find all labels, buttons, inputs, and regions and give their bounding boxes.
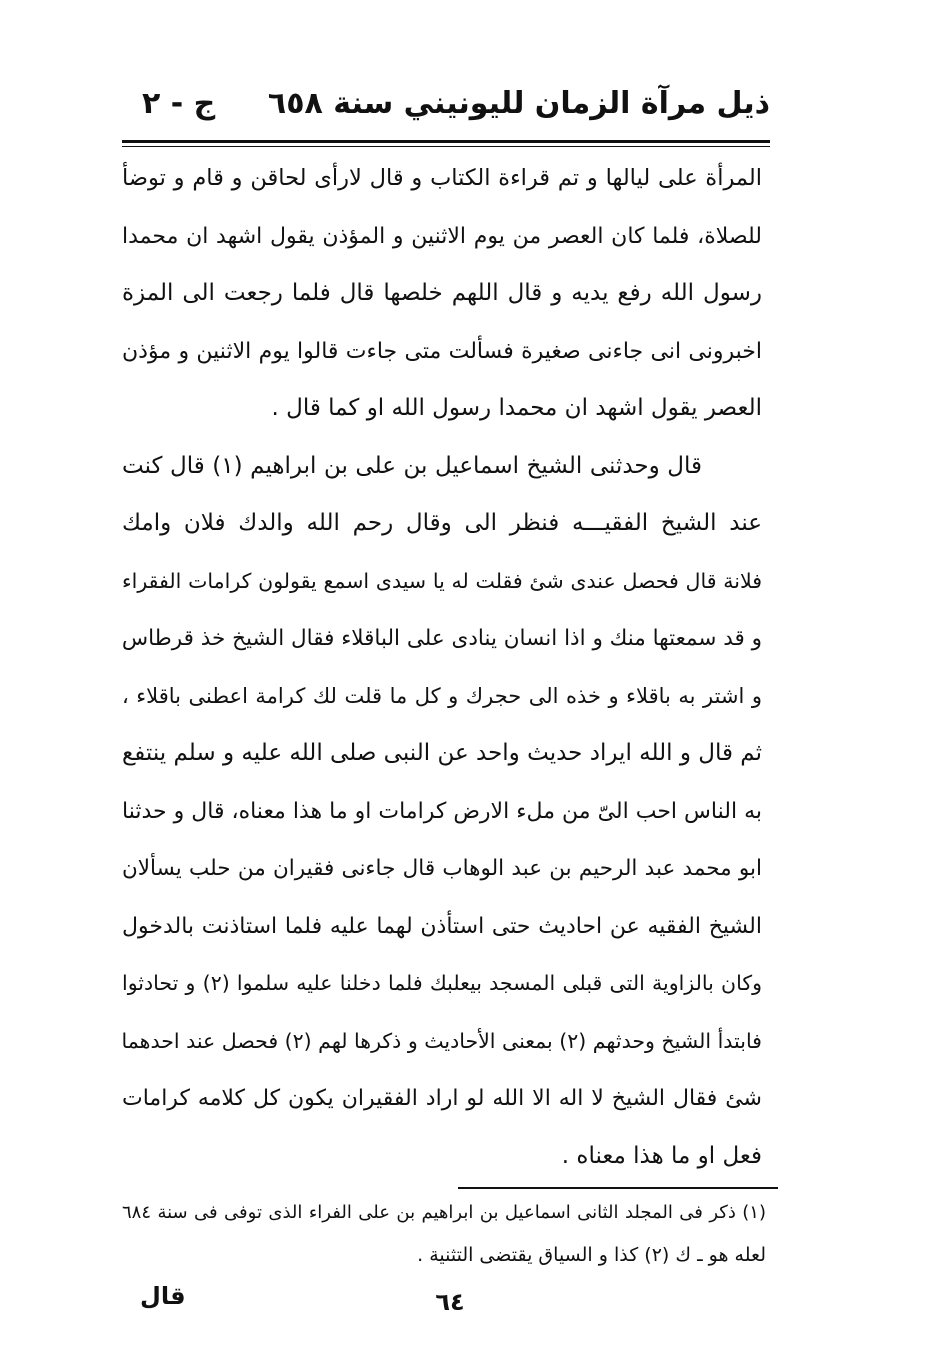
running-title: ذيل مرآة الزمان لليونيني سنة ٦٥٨ — [267, 86, 770, 121]
text-line: قال وحدثنى الشيخ اسماعيل بن على بن ابراهيم (١) قال كنت — [122, 452, 702, 479]
text-line: ابو محمد عبد الرحيم بن عبد الوهاب قال جاءنى فقيران من حلب يسألان — [122, 856, 762, 881]
text-line: عند الشيخ الفقيـــه فنظر الى وقال رحم الله والدك فلان وامك — [122, 510, 762, 536]
text-line: اخبرونى انى جاءنى صغيرة فسألت متى جاءت قالوا يوم الاثنين و مؤذن — [122, 338, 762, 364]
text-line: فابتدأ الشيخ وحدثهم (٢) بمعنى الأحاديث و ذكرها لهم (٢) فحصل عند احدهما — [122, 1028, 762, 1053]
footnote-line: لعله هو ـ ك (٢) كذا و السياق يقتضى التثنية . — [417, 1244, 766, 1266]
body-text — [122, 150, 762, 1185]
running-header — [120, 78, 770, 128]
header-rule-thin — [122, 146, 770, 147]
text-line: المرأة على ليالها و تم قراءة الكتاب و قال لارأى لحاقن و قام و توضأ — [122, 165, 762, 191]
text-line: و قد سمعتها منك و اذا انسان ينادى على الباقلاء فقال الشيخ خذ قرطاس — [122, 626, 762, 651]
text-line: رسول الله رفع يديه و قال اللهم خلصها قال فلما رجعت الى المزة — [122, 280, 762, 306]
text-line: العصر يقول اشهد ان محمدا رسول الله او كما قال . — [271, 395, 762, 421]
text-line: للصلاة، فلما كان العصر من يوم الاثنين و المؤذن يقول اشهد ان محمدا — [122, 223, 762, 249]
footnote-rule — [458, 1187, 778, 1189]
volume-number: ج - ٢ — [142, 86, 216, 121]
page-number: ٦٤ — [435, 1288, 465, 1316]
text-line: ثم قال و الله ايراد حديث واحد عن النبى صلى الله عليه و سلم ينتفع — [122, 740, 762, 766]
text-line: الشيخ الفقيه عن احاديث حتى استأذن لهما عليه فلما استاذنت بالدخول — [122, 913, 762, 939]
text-line: و اشتر به باقلاء و خذه الى حجرك و كل ما قلت لك كرامة اعطنى باقلاء ، — [122, 683, 762, 708]
header-rule-thick — [122, 140, 770, 143]
text-line: وكان بالزاوية التى قبلى المسجد بيعلبك فلما دخلنا عليه سلموا (٢) و تحادثوا — [122, 971, 762, 995]
catchword: قال — [140, 1282, 186, 1310]
footnote-line: (١) ذكر فى المجلد الثانى اسماعيل بن ابراهيم بن على الفراء الذى توفى فى سنة ٦٨٤ — [122, 1202, 766, 1223]
footnotes — [122, 1192, 766, 1276]
text-line: فلانة قال فحصل عندى شئ فقلت له يا سيدى اسمع يقولون كرامات الفقراء — [122, 568, 762, 593]
text-line: شئ فقال الشيخ لا اله الا الله لو اراد الفقيران يكون كل كلامه كرامات — [122, 1086, 762, 1111]
text-line: به الناس احب الىّ من ملء الارض كرامات او ما هذا معناه، قال و حدثنا — [122, 798, 762, 824]
text-line: فعل او ما هذا معناه . — [561, 1142, 762, 1169]
